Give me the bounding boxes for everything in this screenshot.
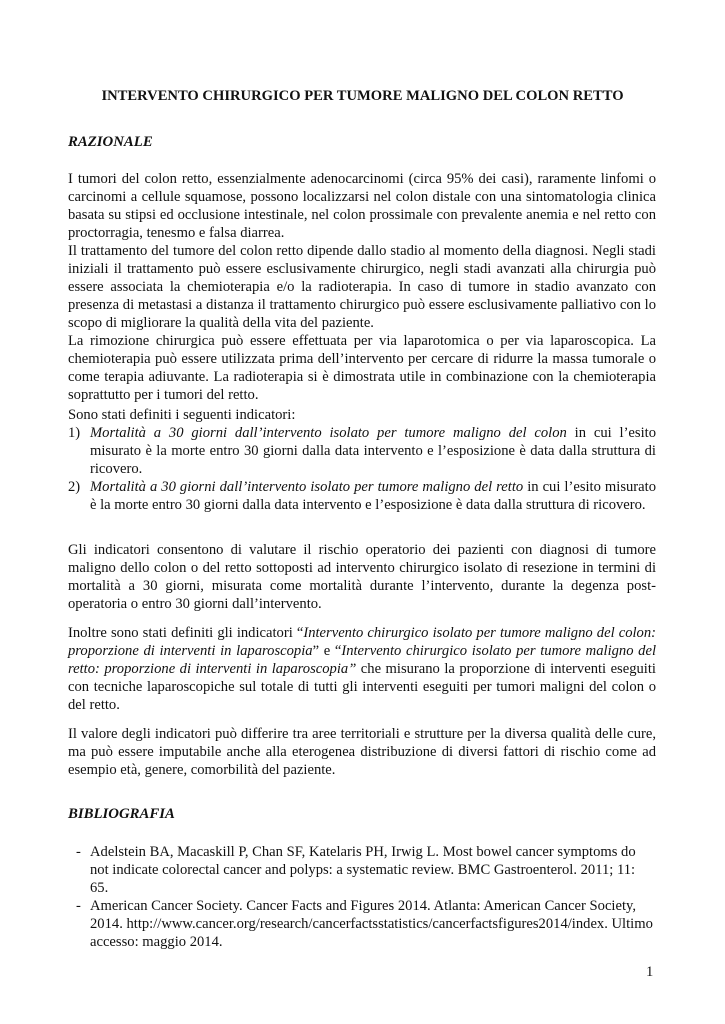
indicator-name-colon: Intervento chirurgico isolato per tumore maligno del colon: proporzione di interventi in laparoscopia xyxy=(68,625,657,659)
indicator-name: Mortalità a 30 giorni dall’intervento isolato per tumore maligno del colon xyxy=(90,425,567,441)
list-item-number: 2) xyxy=(68,479,81,495)
text-run: Inoltre sono stati definiti gli indicatori “ xyxy=(68,625,304,641)
paragraph-mortality xyxy=(68,541,656,613)
text-run: ” e “ xyxy=(312,643,342,659)
indicators-block xyxy=(68,406,656,514)
paragraph-variability xyxy=(68,725,656,779)
paragraph-variability-text: Il valore degli indicatori può differire tra aree territoriali e strutture per la diversa qualità delle cure, ma può essere imputabile anche alla eterogenea distribuzione di diversi fattori di rischio come ad esempio età, genere, comorbilità del paziente. xyxy=(68,726,656,778)
dash-bullet: - xyxy=(76,844,81,860)
indicator-description: in cui l’esito misurato è la morte entro 30 giorni dalla data intervento e l’esposizione è data dalla struttura di ricovero. xyxy=(90,425,656,477)
section-heading-bibliografia: BIBLIOGRAFIA xyxy=(68,806,175,822)
bibliography-item xyxy=(68,843,656,897)
paragraph-laparoscopy xyxy=(68,624,656,714)
bibliography-item xyxy=(68,897,656,951)
paragraph-mortality-text: Gli indicatori consentono di valutare il rischio operatorio dei pazienti con diagnosi di tumore maligno dello colon o del retto sottoposti ad intervento chirurgico isolato di resezione in termini di mortalità a 30 giorni, misurata come mortalità durante l’intervento, durante la degenza post-operatoria o entro 30 giorni dall’intervento. xyxy=(68,542,656,612)
indicators-intro: Sono stati definiti i seguenti indicatori: xyxy=(68,407,296,423)
razionale-body xyxy=(68,170,656,404)
list-item xyxy=(68,478,656,514)
page-number: 1 xyxy=(646,964,654,980)
paragraph-laparoscopy-text xyxy=(68,624,656,714)
paragraph-treatment: Il trattamento del tumore del colon retto dipende dallo stadio al momento della diagnosi. Negli stadi iniziali il trattamento può essere esclusivamente chirurgico, negli stadi avanzati alla chirurgia può essere associata la chemioterapia e/o la radioterapia. In caso di tumore in stadio avanzato con presenza di metastasi a distanza il trattamento chirurgico può essere esclusivamente palliativo con lo scopo di migliorare la qualità della vita del paziente. xyxy=(68,243,656,331)
bibliography-list xyxy=(68,843,656,951)
bibliography-text: Adelstein BA, Macaskill P, Chan SF, Katelaris PH, Irwig L. Most bowel cancer symptoms do not indicate colorectal cancer and polyps: a systematic review. BMC Gastroenterol. 2011; 11: 65. xyxy=(90,844,636,896)
indicator-description: in cui l’esito misurato è la morte entro 30 giorni dalla data intervento e l’esposizione è data dalla struttura di ricovero. xyxy=(90,479,656,513)
document-title: INTERVENTO CHIRURGICO PER TUMORE MALIGNO DEL COLON RETTO xyxy=(101,88,624,104)
indicator-name: Mortalità a 30 giorni dall’intervento isolato per tumore maligno del retto xyxy=(90,479,524,495)
list-item xyxy=(68,424,656,478)
text-run: che misurano la proporzione di interventi eseguiti con tecniche laparoscopiche sul totale di tutti gli interventi eseguiti per tumori maligni del colon o del retto. xyxy=(68,661,656,713)
list-item-number: 1) xyxy=(68,425,81,441)
bibliography-text: American Cancer Society. Cancer Facts and Figures 2014. Atlanta: American Cancer Society, 2014. http://www.cancer.org/research/cancerfactsstatistics/cancerfactsfigures2014/index. Ultimo accesso: maggio 2014. xyxy=(90,898,653,950)
indicator-name-retto: Intervento chirurgico isolato per tumore maligno del retto: proporzione di interventi in laparoscopia” xyxy=(68,643,657,677)
paragraph-intro: I tumori del colon retto, essenzialmente adenocarcinomi (circa 95% dei casi), raramente linfomi o carcinomi a cellule squamose, possono localizzarsi nel colon distale con una sintomatologia clinica basata su stipsi ed occlusione intestinale, nel colon prossimale con prevalente anemia e nel retto con proctorragia, tenesmo e falsa diarrea. xyxy=(68,171,656,241)
paragraph-surgery: La rimozione chirurgica può essere effettuata per via laparotomica o per via laparoscopica. La chemioterapia può essere utilizzata prima dell’intervento per cercare di ridurre la massa tumorale o come terapia adiuvante. La radioterapia si è dimostrata utile in combinazione con la chemioterapia soprattutto per i tumori del retto. xyxy=(68,333,656,403)
section-heading-razionale: RAZIONALE xyxy=(68,134,153,150)
dash-bullet: - xyxy=(76,898,81,914)
